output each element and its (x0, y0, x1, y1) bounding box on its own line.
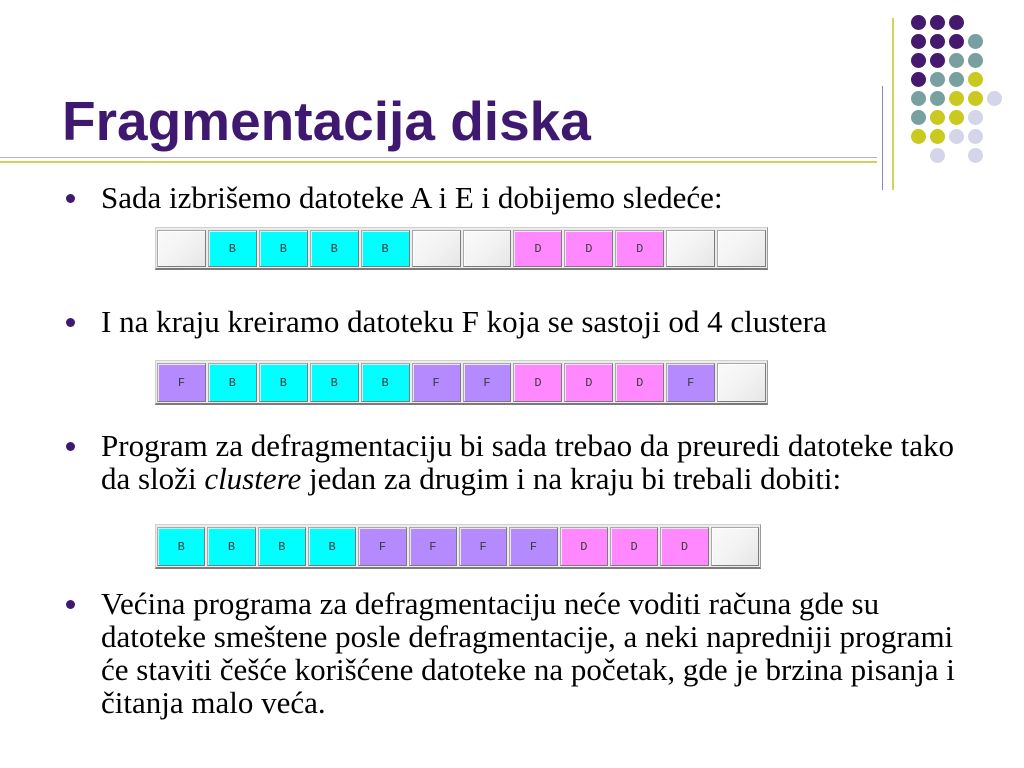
decor-dot (911, 110, 926, 125)
bullet-marker (66, 442, 75, 451)
cluster-cell-file-b: B (207, 527, 255, 566)
bullet-item (101, 305, 827, 338)
cluster-cell-file-d: D (660, 527, 708, 566)
decor-dot (987, 91, 1002, 106)
bullet-text-line: I na kraju kreiramo datoteku F koja se sastoji od 4 clustera (101, 304, 827, 339)
cluster-cell-file-b: B (361, 363, 410, 402)
cluster-cell-free (711, 527, 759, 566)
vertical-divider-line-accent (892, 18, 894, 190)
cluster-cell-file-d: D (564, 363, 613, 402)
bullet-text-line: Program za defragmentaciju bi sada trebao da preuredi datoteke tako (101, 428, 954, 463)
disk-cluster-map (155, 227, 768, 270)
decor-dot (949, 15, 964, 30)
cluster-cell-file-f: F (358, 527, 406, 566)
cluster-cell-file-b: B (361, 230, 410, 267)
cluster-cell-file-d: D (615, 230, 664, 267)
bullet-text-line: Većina programa za defragmentaciju neće voditi računa gde su (101, 586, 880, 621)
bullet-text-line: Sada izbrišemo datoteke A i E i dobijemo sledeće: (101, 180, 723, 215)
decor-dot (949, 110, 964, 125)
disk-cluster-map (155, 524, 761, 569)
cluster-cell-file-b: B (208, 363, 257, 402)
decor-dot (949, 34, 964, 49)
cluster-cell-file-b: B (259, 363, 308, 402)
title-divider-line (0, 157, 877, 158)
decor-dot (911, 129, 926, 144)
decor-dot (911, 91, 926, 106)
cluster-cell-file-b: B (258, 527, 306, 566)
bullet-marker (66, 194, 75, 203)
cluster-cell-file-f: F (459, 527, 507, 566)
bullet-text-segment: jedan za drugim i na kraju bi trebali dobiti: (301, 461, 842, 496)
decor-dot (930, 53, 945, 68)
vertical-divider-line (882, 86, 883, 190)
cluster-cell-free (666, 230, 715, 267)
cluster-cell-file-b: B (157, 527, 205, 566)
cluster-cell-file-d: D (564, 230, 613, 267)
decor-dot (911, 34, 926, 49)
decor-dot (930, 148, 945, 163)
cluster-cell-free (717, 230, 766, 267)
cluster-cell-free (412, 230, 461, 267)
bullet-text-emphasis: clustere (204, 461, 302, 496)
cluster-cell-file-f: F (157, 363, 206, 402)
cluster-cell-free (463, 230, 512, 267)
cluster-cell-free (717, 363, 766, 402)
cluster-cell-file-d: D (615, 363, 664, 402)
decor-dot (949, 129, 964, 144)
bullet-item (101, 587, 955, 719)
cluster-cell-file-f: F (509, 527, 557, 566)
decor-dot (930, 91, 945, 106)
decor-dot (911, 72, 926, 87)
decor-dot (930, 110, 945, 125)
decor-dot (911, 15, 926, 30)
decor-dot (930, 129, 945, 144)
decor-dot (949, 72, 964, 87)
cluster-cell-file-d: D (513, 230, 562, 267)
decor-dot (968, 110, 983, 125)
decor-dot (968, 129, 983, 144)
cluster-cell-file-b: B (208, 230, 257, 267)
decor-dot (949, 53, 964, 68)
decor-dot (968, 34, 983, 49)
decor-dot (968, 148, 983, 163)
bullet-text-line: datoteke smeštene posle defragmentacije, a neki napredniji programi (101, 619, 954, 654)
title-divider-line-accent (0, 161, 877, 163)
decor-dot (968, 91, 983, 106)
bullet-text-line: će staviti češće korišćene datoteke na početak, gde je brzina pisanja i (101, 652, 955, 687)
bullet-item (101, 181, 723, 214)
decor-dot (949, 91, 964, 106)
bullet-item (101, 429, 954, 495)
decor-dot (968, 72, 983, 87)
decor-dot (911, 53, 926, 68)
slide-title: Fragmentacija diska (62, 90, 591, 152)
cluster-cell-file-d: D (513, 363, 562, 402)
decor-dot (930, 34, 945, 49)
bullet-marker (66, 318, 75, 327)
bullet-marker (66, 600, 75, 609)
cluster-cell-file-f: F (409, 527, 457, 566)
cluster-cell-file-f: F (666, 363, 715, 402)
cluster-cell-file-b: B (310, 363, 359, 402)
cluster-cell-file-f: F (412, 363, 461, 402)
cluster-cell-file-d: D (610, 527, 658, 566)
decor-dot (930, 15, 945, 30)
cluster-cell-file-d: D (560, 527, 608, 566)
disk-cluster-map (155, 360, 768, 405)
cluster-cell-file-b: B (259, 230, 308, 267)
bullet-text-line (101, 462, 954, 495)
cluster-cell-file-f: F (463, 363, 512, 402)
decor-dot (930, 72, 945, 87)
bullet-text-line: čitanja malo veća. (101, 685, 326, 720)
cluster-cell-free (157, 230, 206, 267)
cluster-cell-file-b: B (310, 230, 359, 267)
cluster-cell-file-b: B (308, 527, 356, 566)
bullet-text-segment: da složi (101, 461, 205, 496)
decor-dot (968, 53, 983, 68)
